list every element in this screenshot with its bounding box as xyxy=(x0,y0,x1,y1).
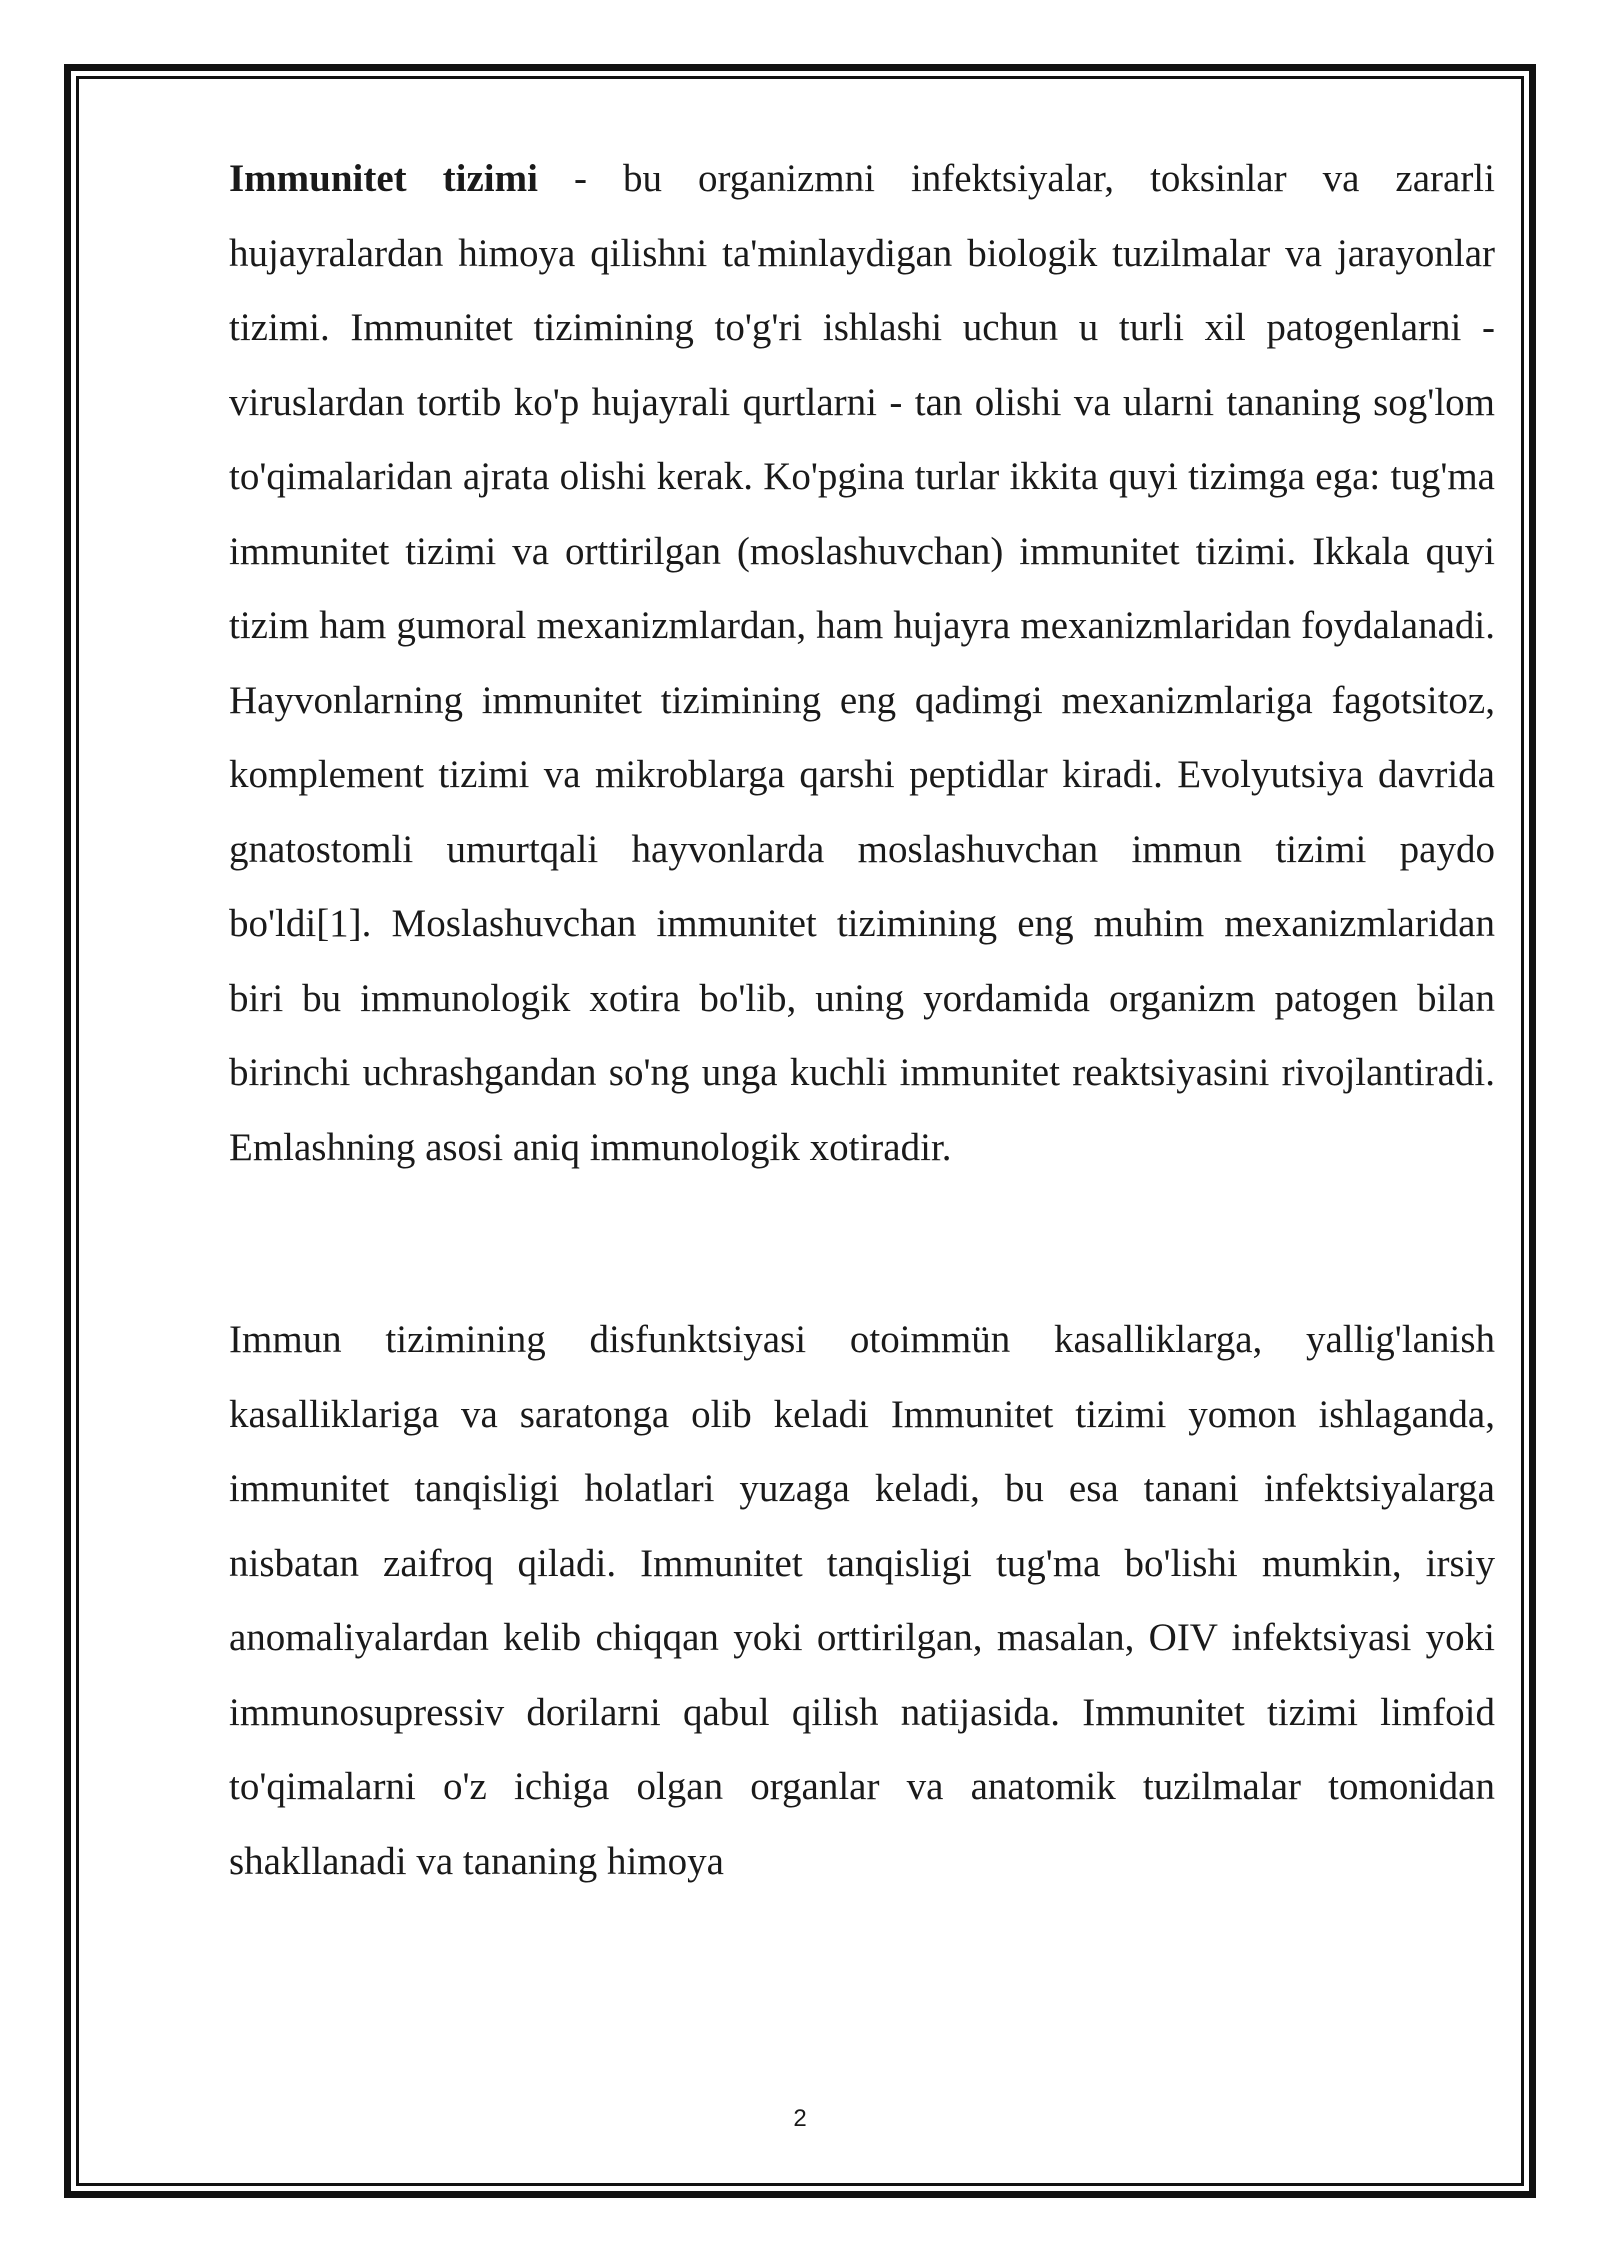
paragraph-immune-dysfunction xyxy=(229,1303,1495,1899)
document-body xyxy=(229,142,1495,1899)
paragraph-text: - bu organizmni infektsiyalar, toksinlar va zararli hujayralardan himoya qilishni ta'minlaydigan biologik tuzilmalar va jarayonlar tizimi. Immunitet tizimining to'g'ri ishlashi uchun u turli xil patogenlarni - viruslardan tortib ko'p hujayrali qurtlarni - tan olishi va ularni tananing sog'lom to'qimalaridan ajrata olishi kerak. Ko'pgina turlar ikkita quyi tizimga ega: tug'ma immunitet tizimi va orttirilgan (moslashuvchan) immunitet tizimi. Ikkala quyi tizim ham gumoral mexanizmlardan, ham hujayra mexanizmlaridan foydalanadi. Hayvonlarning immunitet tizimining eng qadimgi mexanizmlariga fagotsitoz, komplement tizimi va mikroblarga qarshi peptidlar kiradi. Evolyutsiya davrida gnatostomli umurtqali hayvonlarda moslashuvchan immun tizimi paydo bo'ldi[1]. Moslashuvchan immunitet tizimining eng muhim mexanizmlaridan biri bu immunologik xotira bo'lib, uning yordamida organizm patogen bilan birinchi uchrashgandan so'ng unga kuchli immunitet reaktsiyasini rivojlantiradi. Emlashning asosi aniq immunologik xotiradir. xyxy=(229,157,1495,1169)
defined-term: Immunitet tizimi xyxy=(229,157,538,200)
paragraph-immune-system-definition xyxy=(229,142,1495,1185)
paragraph-spacer xyxy=(229,1185,1495,1303)
page-number: 2 xyxy=(793,2105,807,2132)
paragraph-text: Immun tizimining disfunktsiyasi otoimmün kasalliklarga, yallig'lanish kasalliklariga va saratonga olib keladi Immunitet tizimi yomon ishlaganda, immunitet tanqisligi holatlari yuzaga keladi, bu esa tanani infektsiyalarga nisbatan zaifroq qiladi. Immunitet tanqisligi tug'ma bo'lishi mumkin, irsiy anomaliyalardan kelib chiqqan yoki orttirilgan, masalan, OIV infektsiyasi yoki immunosupressiv dorilarni qabul qilish natijasida. Immunitet tizimi limfoid to'qimalarni o'z ichiga olgan organlar va anatomik tuzilmalar tomonidan shakllanadi va tananing himoya xyxy=(229,1318,1495,1883)
